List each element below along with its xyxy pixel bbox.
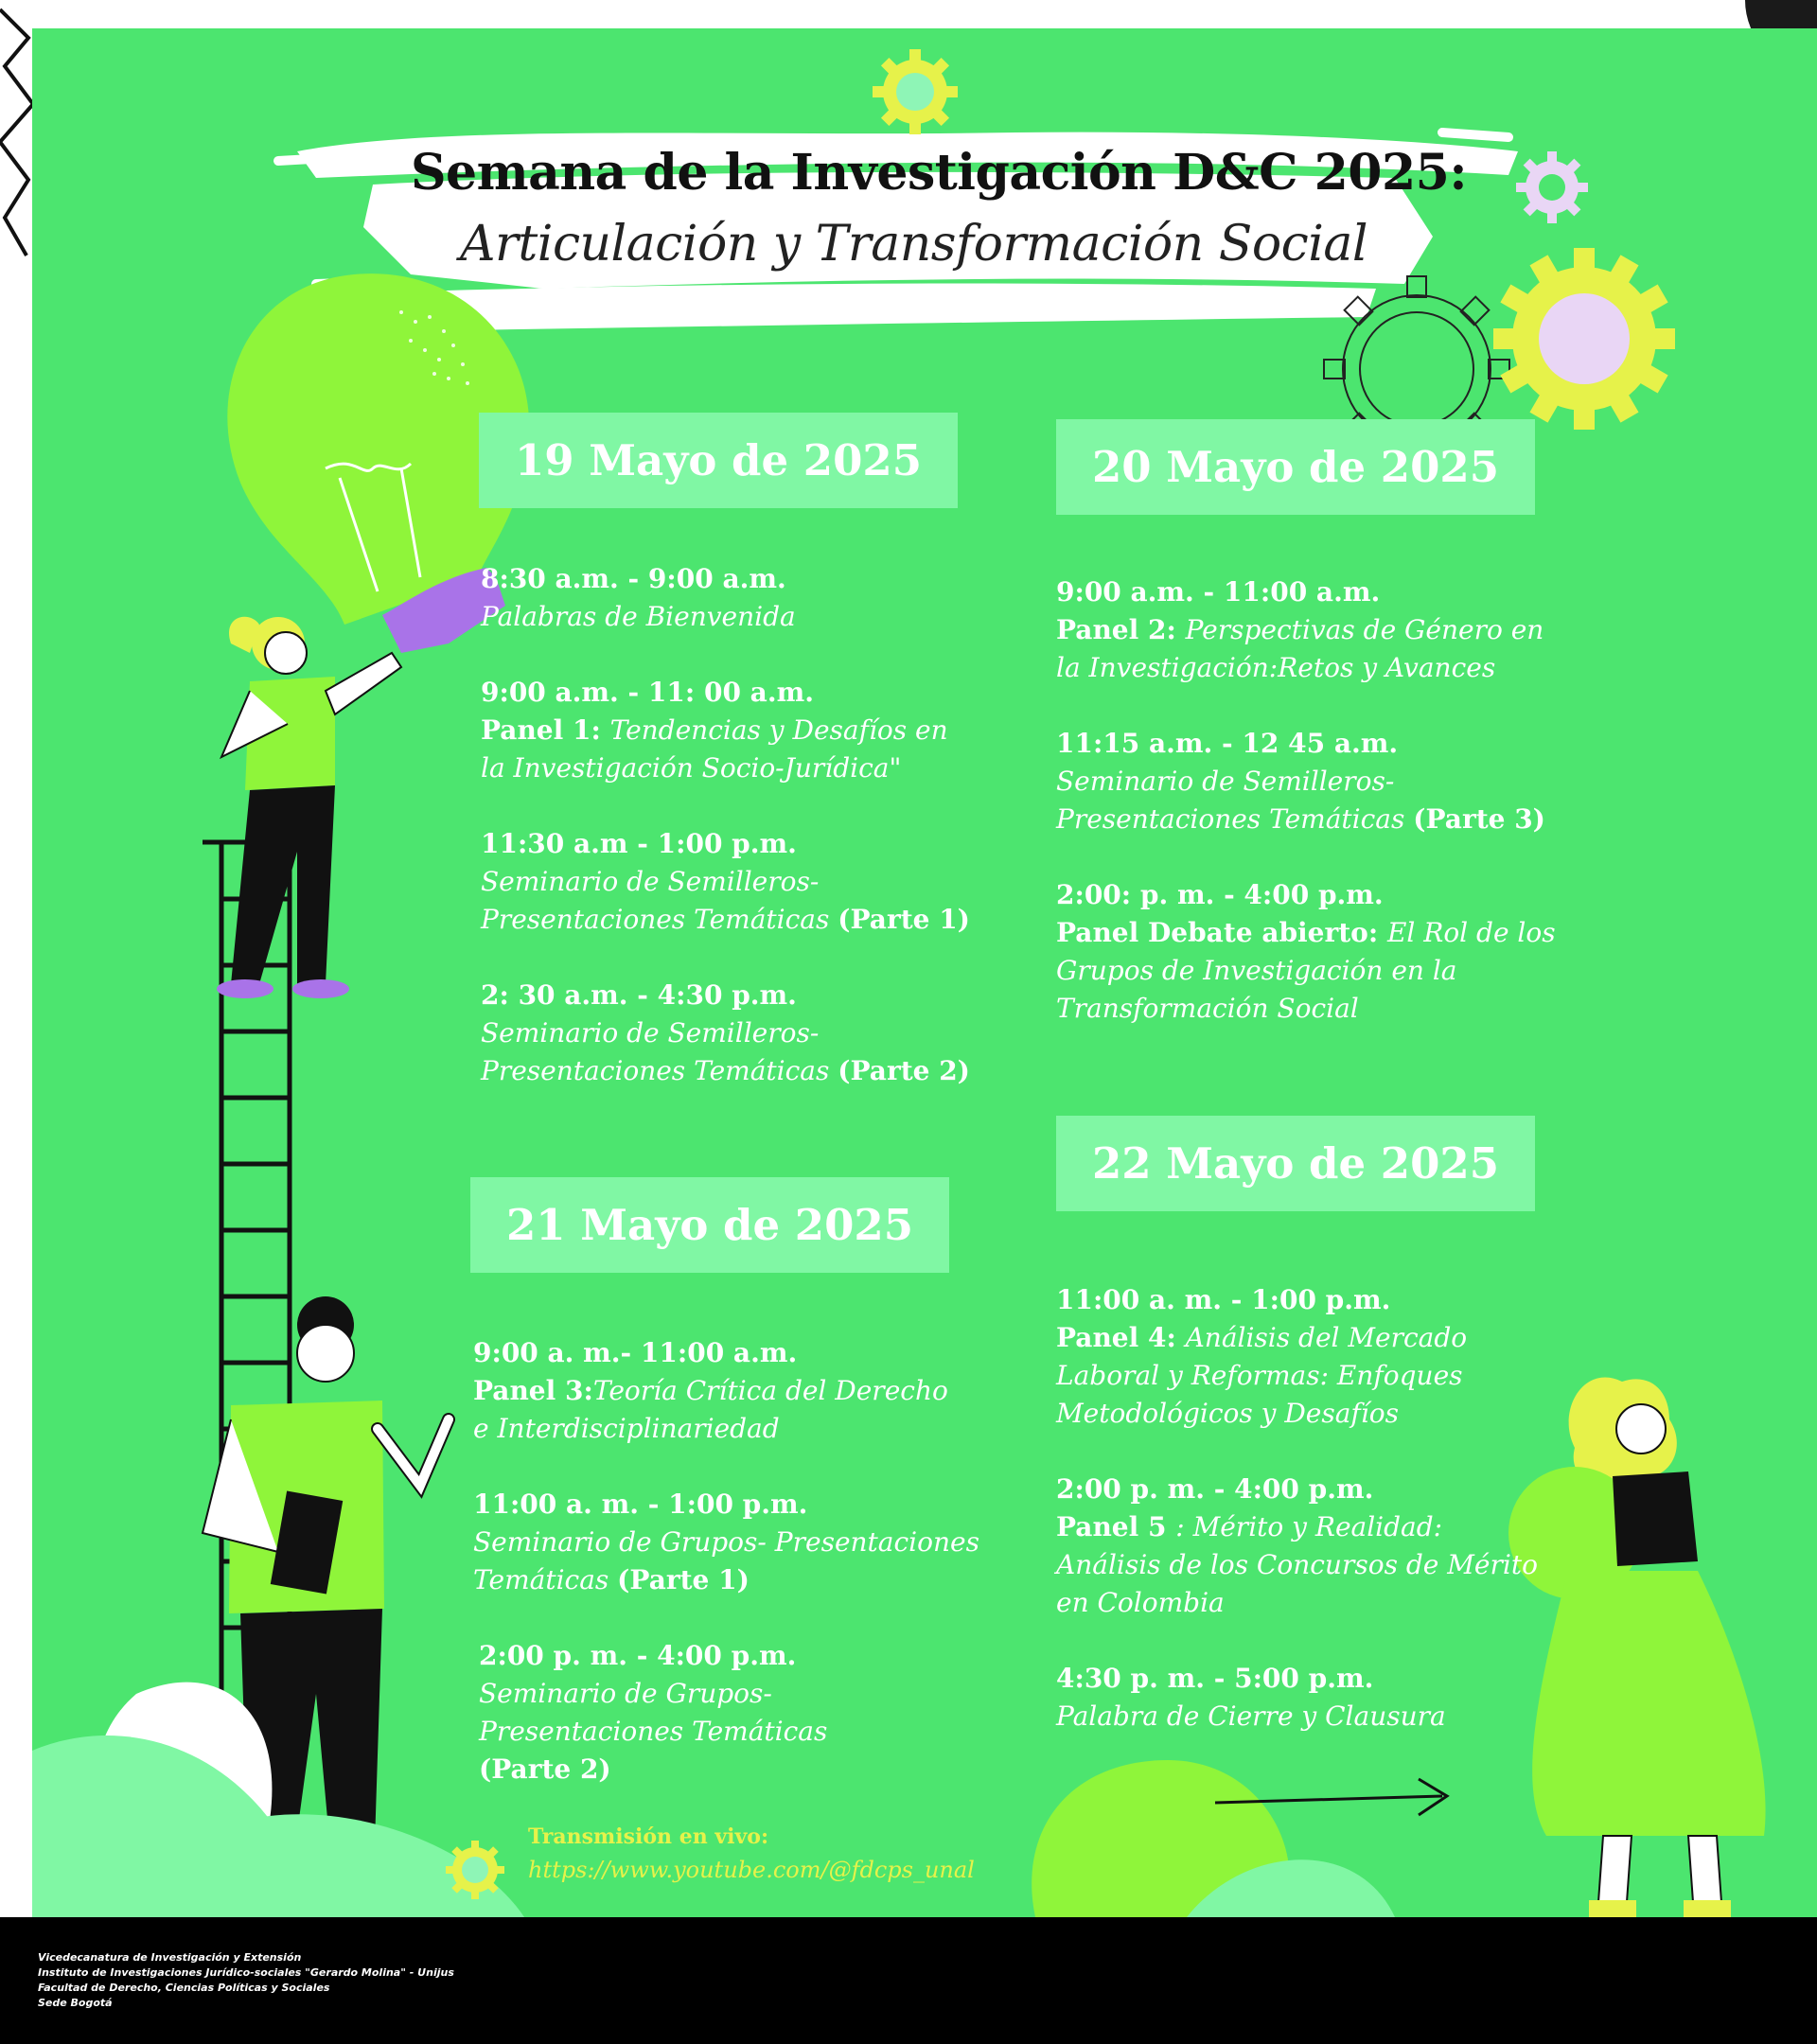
entry-time: 11:00 a. m. - 1:00 p.m. xyxy=(473,1489,808,1520)
schedule-entry xyxy=(473,1486,979,1599)
schedule-entry xyxy=(1056,1281,1538,1433)
entry-part-label: (Parte 3) xyxy=(1413,803,1545,835)
entry-part-label: (Parte 2) xyxy=(479,1753,611,1785)
schedule-19 xyxy=(481,560,970,1128)
entry-title-cont: Grupos de Investigación en la xyxy=(1056,955,1457,986)
entry-panel-label: Panel 4: xyxy=(1056,1322,1186,1353)
schedule-entry xyxy=(481,560,970,636)
entry-title-cont: Presentaciones Temáticas xyxy=(481,904,838,935)
woman-with-lightbulb-illustration xyxy=(1508,1363,1792,1917)
arrow-decoration xyxy=(1215,1770,1471,1826)
date-header-20: 20 Mayo de 2025 xyxy=(1056,419,1535,515)
entry-time: 2:00 p. m. - 4:00 p.m. xyxy=(479,1640,797,1671)
schedule-22 xyxy=(1056,1281,1538,1773)
entry-time: 2:00: p. m. - 4:00 p.m. xyxy=(1056,879,1384,910)
entry-title-cont: Transformación Social xyxy=(1056,993,1359,1024)
entry-panel-label: Panel 5 xyxy=(1056,1511,1176,1542)
entry-title: Seminario de Grupos- xyxy=(479,1678,772,1709)
entry-title: Palabra de Cierre y Clausura xyxy=(1056,1700,1446,1732)
entry-title: Palabras de Bienvenida xyxy=(481,601,796,632)
gear-icon xyxy=(873,49,958,134)
footer-line: Sede Bogotá xyxy=(38,1997,113,2009)
entry-title: Seminario de Semilleros- xyxy=(1056,766,1395,797)
entry-time: 4:30 p. m. - 5:00 p.m. xyxy=(1056,1663,1374,1694)
schedule-entry xyxy=(1056,573,1556,687)
schedule-entry xyxy=(481,825,970,939)
entry-time: 2:00 p. m. - 4:00 p.m. xyxy=(1056,1473,1374,1505)
livestream-link[interactable]: https://www.youtube.com/@fdcps_unal xyxy=(528,1857,975,1883)
page-subtitle: Articulación y Transformación Social xyxy=(460,216,1368,273)
entry-panel-label: Panel 2: xyxy=(1056,614,1186,645)
woman-on-ladder-illustration xyxy=(193,587,420,1022)
entry-title: Teoría Crítica del Derecho xyxy=(592,1375,948,1406)
entry-time: 2: 30 a.m. - 4:30 p.m. xyxy=(481,979,797,1011)
entry-title: Seminario de Semilleros- xyxy=(481,866,820,897)
entry-time: 11:00 a. m. - 1:00 p.m. xyxy=(1056,1284,1391,1315)
entry-part-label: (Parte 2) xyxy=(838,1055,970,1086)
entry-time: 9:00 a. m.- 11:00 a.m. xyxy=(473,1337,798,1368)
entry-title-cont: Temáticas xyxy=(473,1564,618,1595)
entry-title-cont: Presentaciones Temáticas xyxy=(481,1055,838,1086)
entry-part-label: (Parte 1) xyxy=(838,904,970,935)
entry-title-cont: Presentaciones Temáticas xyxy=(1056,803,1414,835)
entry-time: 8:30 a.m. - 9:00 a.m. xyxy=(481,563,786,594)
date-header-19: 19 Mayo de 2025 xyxy=(479,413,958,508)
entry-title: Seminario de Semilleros- xyxy=(481,1017,820,1048)
entry-title-cont: Laboral y Reformas: Enfoques xyxy=(1056,1360,1463,1391)
entry-panel-label: Panel 3: xyxy=(473,1375,593,1406)
entry-title-cont: la Investigación:Retos y Avances xyxy=(1056,652,1496,683)
schedule-entry xyxy=(473,1334,979,1448)
schedule-20 xyxy=(1056,573,1556,1066)
entry-title-cont: Metodológicos y Desafíos xyxy=(1056,1398,1399,1429)
entry-title-cont: la Investigación Socio-Jurídica" xyxy=(481,752,902,784)
schedule-21 xyxy=(473,1334,979,1826)
entry-title: : Mérito y Realidad: xyxy=(1175,1511,1443,1542)
gear-icon xyxy=(445,1840,505,1900)
entry-time: 11:30 a.m - 1:00 p.m. xyxy=(481,828,797,859)
schedule-entry xyxy=(481,977,970,1090)
entry-title-cont: e Interdisciplinariedad xyxy=(473,1413,780,1444)
entry-time: 9:00 a.m. - 11: 00 a.m. xyxy=(481,677,814,708)
schedule-entry xyxy=(1056,1471,1538,1622)
schedule-entry xyxy=(1056,725,1556,838)
gear-icon xyxy=(1514,150,1590,225)
entry-title: Análisis del Mercado xyxy=(1185,1322,1468,1353)
date-header-22: 22 Mayo de 2025 xyxy=(1056,1116,1535,1211)
schedule-entry xyxy=(1056,876,1556,1028)
gear-icon xyxy=(1490,244,1679,433)
footer-line: Vicedecanatura de Investigación y Extensión xyxy=(38,1951,302,1964)
entry-title: El Rol de los xyxy=(1386,917,1556,948)
schedule-entry xyxy=(1056,1660,1538,1736)
entry-panel-label: Panel 1: xyxy=(481,714,610,746)
entry-time: 11:15 a.m. - 12 45 a.m. xyxy=(1056,728,1399,759)
entry-part-label: (Parte 1) xyxy=(617,1564,750,1595)
schedule-entry xyxy=(481,674,970,787)
entry-title: Seminario de Grupos- Presentaciones xyxy=(473,1526,979,1558)
schedule-entry xyxy=(473,1637,979,1788)
footer-line: Facultad de Derecho, Ciencias Políticas y Sociales xyxy=(38,1982,330,1994)
footer-line: Instituto de Investigaciones Jurídico-sociales "Gerardo Molina" - Unijus xyxy=(38,1966,454,1979)
entry-panel-label: Panel Debate abierto: xyxy=(1056,917,1387,948)
page-title: Semana de la Investigación D&C 2025: xyxy=(411,144,1468,202)
entry-title-cont: Presentaciones Temáticas xyxy=(479,1716,828,1747)
entry-title-cont: Análisis de los Concursos de Mérito xyxy=(1056,1549,1538,1580)
entry-time: 9:00 a.m. - 11:00 a.m. xyxy=(1056,576,1381,608)
entry-title-cont: en Colombia xyxy=(1056,1587,1225,1618)
footer xyxy=(0,1917,1817,2044)
entry-title: Tendencias y Desafíos en xyxy=(609,714,948,746)
entry-title: Perspectivas de Género en xyxy=(1185,614,1544,645)
date-header-21: 21 Mayo de 2025 xyxy=(470,1177,949,1273)
livestream-label: Transmisión en vivo: xyxy=(528,1824,769,1849)
